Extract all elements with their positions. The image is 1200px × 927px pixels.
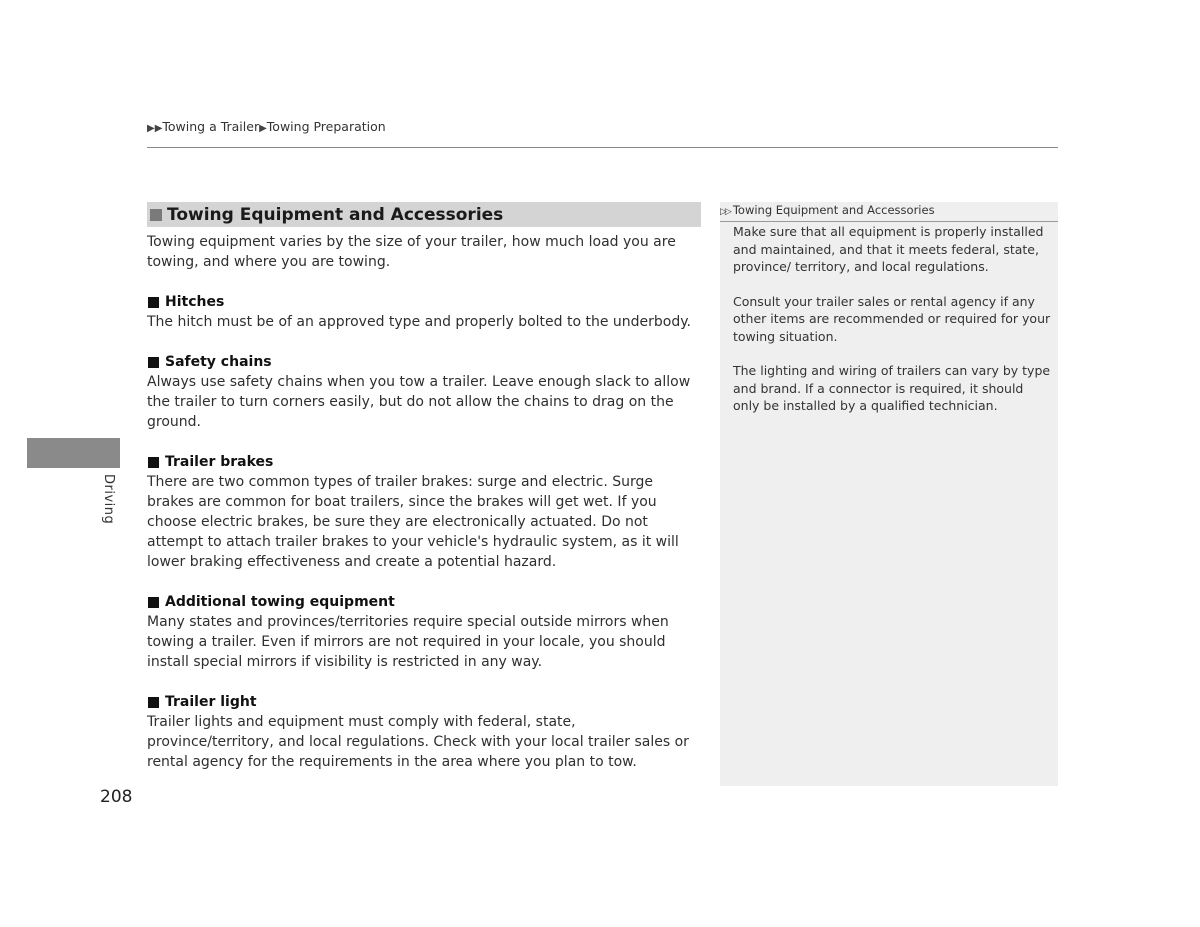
section-square-icon xyxy=(150,209,162,221)
subsection-heading xyxy=(147,452,703,472)
page-number: 208 xyxy=(100,787,133,807)
subsection-heading-text: Trailer brakes xyxy=(165,454,274,470)
subsection-hitches xyxy=(147,292,703,332)
bullet-square-icon xyxy=(148,297,159,308)
side-note-title: Towing Equipment and Accessories xyxy=(732,203,935,217)
subsection-text: Many states and provinces/territories require special outside mirrors when towing a trailer. Even if mirrors are not required in your locale, you should install special mirrors if visibility is restricted in any way. xyxy=(147,614,669,670)
breadcrumb xyxy=(147,119,386,134)
subsection-heading xyxy=(147,592,703,612)
header-divider xyxy=(147,147,1058,148)
side-note-paragraph: Consult your trailer sales or rental agency if any other items are recommended or required for your towing situation. xyxy=(733,293,1051,344)
subsection-heading-text: Hitches xyxy=(165,294,225,310)
side-note-header xyxy=(720,202,1058,222)
breadcrumb-item-towing-a-trailer[interactable]: Towing a Trailer xyxy=(162,119,260,134)
subsection-heading-text: Trailer light xyxy=(165,694,257,710)
section-heading-bar xyxy=(147,202,701,227)
bullet-square-icon xyxy=(148,357,159,368)
subsection-heading xyxy=(147,692,703,712)
subsection-text: Always use safety chains when you tow a trailer. Leave enough slack to allow the trailer to turn corners easily, but do not allow the chains to drag on the ground. xyxy=(147,374,691,430)
bullet-square-icon xyxy=(148,697,159,708)
section-title: Towing Equipment and Accessories xyxy=(167,204,504,225)
breadcrumb-separator-icon: ▶ xyxy=(259,123,267,134)
subsection-heading-text: Additional towing equipment xyxy=(165,594,395,610)
subsection-heading-text: Safety chains xyxy=(165,354,272,370)
subsection-heading xyxy=(147,352,703,372)
subsection-text: Trailer lights and equipment must comply with federal, state, province/territory, and local regulations. Check with your local trailer sales or rental agency for the requirements in the area where you plan to tow. xyxy=(147,714,689,770)
subsection-text: The hitch must be of an approved type and properly bolted to the underbody. xyxy=(147,314,691,330)
subsection-trailer-brakes xyxy=(147,452,703,572)
subsection-text: There are two common types of trailer brakes: surge and electric. Surge brakes are common for boat trailers, since the brakes will get wet. If you choose electric brakes, be sure they are electronically actuated. Do not attempt to attach trailer brakes to your vehicle's hydraulic system, as it will lower braking effectiveness and create a potential hazard. xyxy=(147,474,679,570)
side-note-paragraph: The lighting and wiring of trailers can vary by type and brand. If a connector is required, it should only be installed by a qualified technician. xyxy=(733,363,1051,413)
chapter-tab-label: Driving xyxy=(101,474,116,525)
breadcrumb-arrows-icon: ▶▶ xyxy=(147,123,163,134)
side-note-paragraph: Make sure that all equipment is properly installed and maintained, and that it meets federal, state, province/ territory, and local regulations. xyxy=(733,224,1044,274)
bullet-square-icon xyxy=(148,457,159,468)
side-note-body xyxy=(733,223,1051,432)
subsection-heading xyxy=(147,292,703,312)
main-content xyxy=(147,232,703,792)
subsection-additional-towing-equipment xyxy=(147,592,703,672)
subsection-safety-chains xyxy=(147,352,703,432)
chapter-tab-marker xyxy=(27,438,120,468)
bullet-square-icon xyxy=(148,597,159,608)
subsection-trailer-light xyxy=(147,692,703,772)
breadcrumb-item-towing-preparation[interactable]: Towing Preparation xyxy=(266,119,386,134)
reference-arrow-icon: ▷▷ xyxy=(720,207,730,217)
section-intro: Towing equipment varies by the size of your trailer, how much load you are towing, and where you are towing. xyxy=(147,234,676,270)
